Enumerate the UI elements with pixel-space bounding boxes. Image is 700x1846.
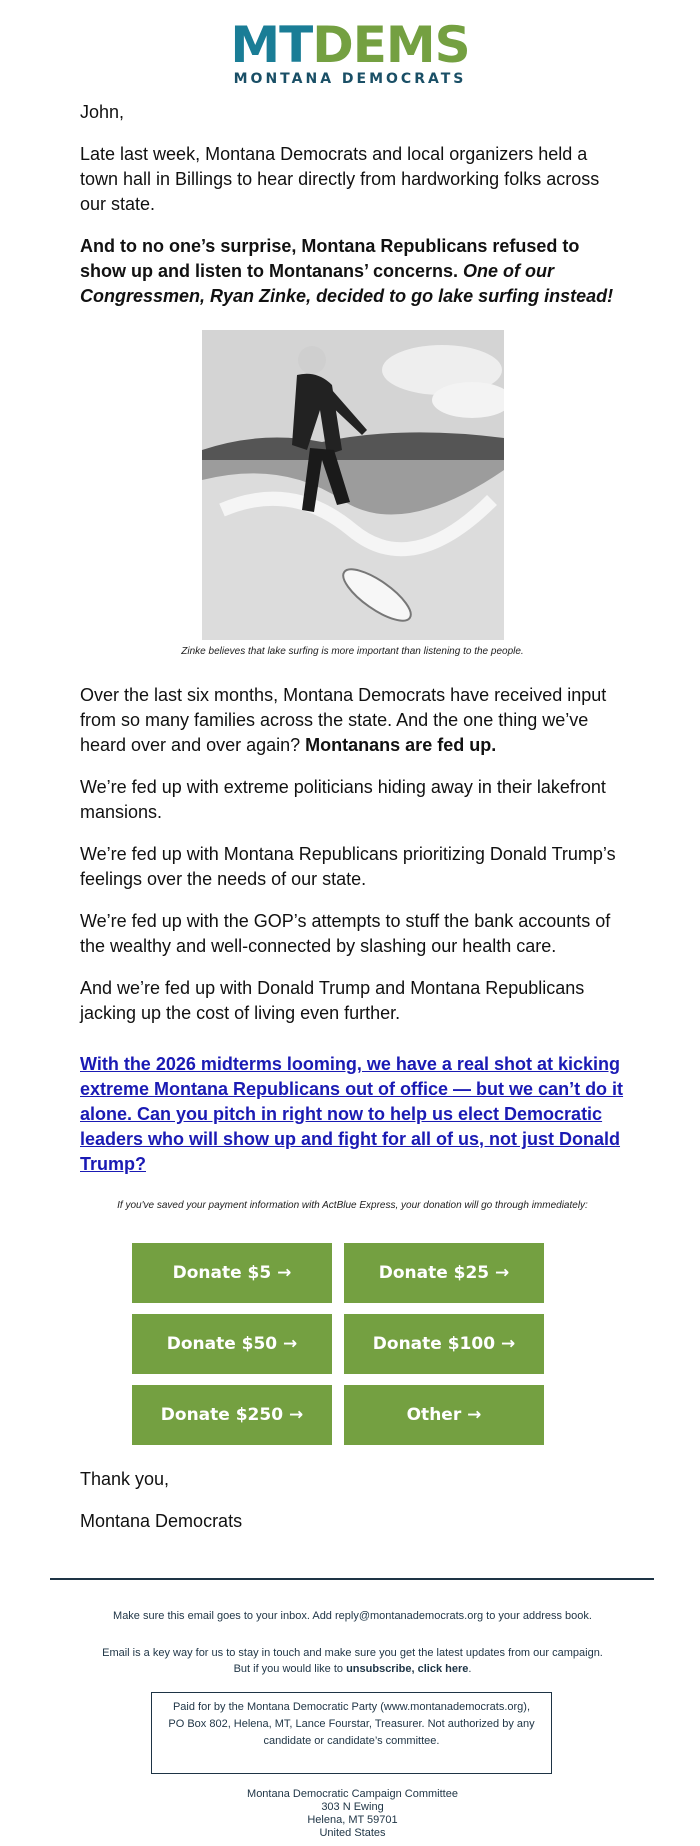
actblue-express-note: If you've saved your payment information with ActBlue Express, your donation will go through immediately:	[117, 1200, 588, 1211]
logo-subtitle: MONTANA DEMOCRATS	[233, 71, 467, 87]
address-line-3: Helena, MT 59701	[307, 1814, 398, 1826]
inbox-note: Make sure this email goes to your inbox. Add reply@montanademocrats.org to your address book.	[113, 1610, 592, 1622]
paragraph-republicans-bold: And to no one’s surprise, Montana Republicans refused to show up and listen to Montanans’ concerns.	[80, 236, 580, 281]
paragraph-republicans-bold-italic: One of our Congressmen, Ryan Zinke, decided to go lake surfing instead!	[80, 261, 614, 306]
donate-50-button[interactable]: Donate $50 →	[132, 1314, 332, 1374]
surfing-photo-illustration	[202, 330, 504, 640]
logo-dems: DEMS	[312, 16, 470, 74]
zinke-surfing-photo	[202, 330, 504, 640]
thank-you: Thank you,	[80, 1469, 170, 1489]
paragraph-health-care: We’re fed up with the GOP’s attempts to stuff the bank accounts of the wealthy and well-connected by slashing our health care.	[80, 911, 611, 956]
paragraph-republicans	[80, 234, 625, 309]
greeting: John,	[80, 102, 125, 122]
signature: Montana Democrats	[80, 1511, 243, 1531]
logo-wordmark	[0, 16, 700, 74]
closing	[80, 1467, 242, 1551]
email-note-line2-text: But if you would like to	[233, 1663, 347, 1675]
paragraph-town-hall: Late last week, Montana Democrats and local organizers held a town hall in Billings to hear directly from hardworking folks across our state.	[80, 144, 600, 214]
paragraph-trump-feelings: We’re fed up with Montana Republicans prioritizing Donald Trump’s feelings over the needs of our state.	[80, 844, 616, 889]
unsubscribe-note	[80, 1645, 625, 1677]
email-note-line2	[80, 1661, 625, 1677]
address-line-1: Montana Democratic Campaign Committee	[247, 1788, 458, 1800]
donate-25-button[interactable]: Donate $25 →	[344, 1243, 544, 1303]
donate-other-button[interactable]: Other →	[344, 1385, 544, 1445]
photo-caption: Zinke believes that lake surfing is more important than listening to the people.	[181, 646, 524, 657]
email-note-line2-end: .	[468, 1663, 472, 1675]
paragraph-cost-of-living: And we’re fed up with Donald Trump and Montana Republicans jacking up the cost of living even further.	[80, 978, 585, 1023]
paragraph-politicians: We’re fed up with extreme politicians hiding away in their lakefront mansions.	[80, 777, 606, 822]
donate-100-button[interactable]: Donate $100 →	[344, 1314, 544, 1374]
footer-divider	[50, 1578, 654, 1580]
email-intro	[80, 100, 625, 309]
donate-cta-link[interactable]: With the 2026 midterms looming, we have a real shot at kicking extreme Montana Republicans out of office — but we can’t do it alone. Can you pitch in right now to help us elect Democratic leaders who will show up and fight for all of us, not just Donald Trump?	[80, 1054, 624, 1174]
logo-mt: MT	[230, 16, 313, 74]
email-body	[80, 683, 625, 1026]
donate-5-button[interactable]: Donate $5 →	[132, 1243, 332, 1303]
paragraph-fed-up-bold: Montanans are fed up.	[305, 735, 497, 755]
montana-democrats-logo	[0, 16, 700, 87]
email-note-line1: Email is a key way for us to stay in touch and make sure you get the latest updates from our campaign.	[102, 1647, 603, 1659]
paragraph-fed-up	[80, 683, 625, 758]
address-line-2: 303 N Ewing	[321, 1801, 384, 1813]
paragraph-fed-up-text: Over the last six months, Montana Democrats have received input from so many families across the state. And the one thing we’ve heard over and over again?	[80, 685, 607, 755]
address-line-4: United States	[319, 1827, 386, 1839]
donate-250-button[interactable]: Donate $250 →	[132, 1385, 332, 1445]
paid-for-disclaimer: Paid for by the Montana Democratic Party (www.montanademocrats.org), PO Box 802, Helena, MT, Lance Fourstar, Treasurer. Not authorized by any candidate or candidate’s committee.	[151, 1692, 552, 1774]
unsubscribe-link[interactable]: unsubscribe, click here	[346, 1663, 469, 1675]
mailing-address	[80, 1788, 625, 1840]
